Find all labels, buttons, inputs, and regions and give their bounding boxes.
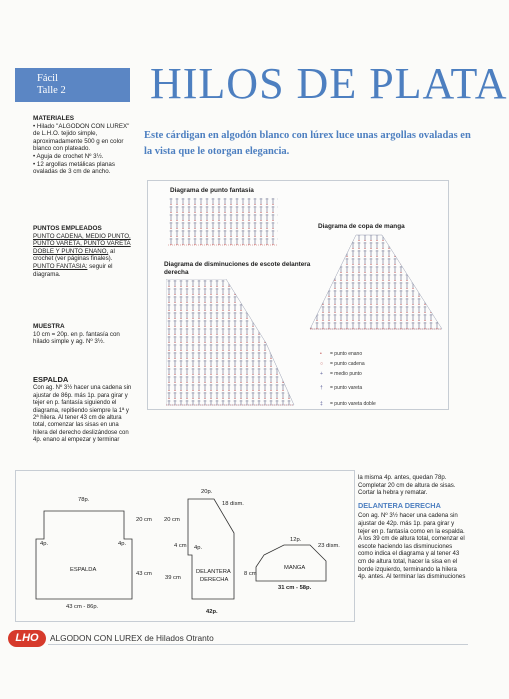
- materials-item: • Aguja de crochet Nº 3½.: [33, 152, 104, 160]
- legend-text: = punto cadena: [330, 361, 365, 367]
- materials-heading: MATERIALES: [33, 115, 75, 122]
- neckline-decrease-chart: [166, 279, 296, 407]
- sleeve-piece-outline: [256, 545, 326, 581]
- brand-logo: LHO: [8, 630, 46, 647]
- sleeve-diagram-title: Diagrama de copa de manga: [318, 223, 405, 230]
- chart-legend: [320, 349, 376, 409]
- back-right-measure: 4p.: [118, 541, 127, 547]
- footer-text: ALGODON CON LUREX de Hilados Otranto: [50, 633, 214, 643]
- fantasy-stitch-note: seguir el diagrama.: [33, 262, 113, 278]
- back-continuation: la misma 4p. antes, quedan 78p. Completar 20 cm de altura de sisas. Cortar la hebra y rematar.: [358, 474, 456, 497]
- materials-item: • 12 argollas metálicas planas ovaladas de 3 cm de ancho.: [33, 160, 115, 176]
- back-piece-outline: [36, 511, 132, 599]
- page-title: HILOS DE PLATA: [150, 59, 508, 108]
- sleeve-cap-chart: [308, 233, 444, 331]
- fantasy-stitch-text: [33, 263, 133, 278]
- page-subtitle: Este cárdigan en algodón blanco con lúrex luce unas argollas ovaladas en la vista que le otorgan elegancia.: [144, 130, 471, 157]
- back-left-measure: 4p.: [40, 541, 49, 547]
- back-bottom-measure: 43 cm - 86p.: [66, 604, 99, 610]
- back-top-measure: 78p.: [78, 497, 90, 503]
- front-body-measure: 39 cm: [165, 575, 181, 581]
- difficulty-label: Fácil: [37, 73, 58, 84]
- back-instructions: Con ag. Nº 3½ hacer una cadena sin ajustar de 86p. más 1p. para girar y tejer en p. fantasía siguiendo el diagrama, repitiendo siempre la 1ª y 2ª hilera. Al tener 43 cm de altura total, comenzar las sisas en una hilera del derecho deslizándose con 4p. enano al empezar y terminar: [33, 385, 132, 444]
- front-heading: DELANTERA DERECHA: [358, 500, 441, 510]
- sleeve-top-measure: 12p.: [290, 537, 302, 543]
- size-label: Talle 2: [37, 85, 66, 96]
- difficulty-badge: [15, 68, 130, 102]
- sleeve-label: MANGA: [284, 565, 306, 571]
- front-mid-measure: 4 cm: [174, 543, 187, 549]
- back-heading: ESPALDA: [33, 375, 69, 384]
- stitches-list: PUNTO CADENA, MEDIO PUNTO, PUNTO VARETA, PUNTO VARETA DOBLE Y PUNTO ENANO,: [33, 232, 131, 255]
- front-bottom-measure: 42p.: [206, 609, 218, 615]
- gauge-heading: MUESTRA: [33, 323, 65, 330]
- legend-item: • = punto enano: [320, 351, 363, 357]
- back-body-measure: 43 cm: [136, 571, 152, 577]
- neckline-diagram-title: Diagrama de disminuciones de escote delantera derecha: [164, 261, 311, 276]
- front-armhole-measure: 20 cm: [164, 517, 180, 523]
- stitches-text: [33, 233, 133, 263]
- front-decrease-measure: 18 dism.: [222, 501, 244, 507]
- sleeve-bottom-measure: 31 cm - 58p.: [278, 585, 312, 591]
- legend-item: + = medio punto: [320, 371, 362, 377]
- fantasy-stitch-chart: [168, 197, 278, 249]
- sleeve-side-measure: 8 cm: [244, 571, 257, 577]
- right-column-text: [358, 474, 466, 581]
- footer-divider: [48, 644, 468, 645]
- materials-section: [33, 112, 133, 176]
- front-instructions: Con ag. Nº 3½ hacer una cadena sin ajustar de 42p. más 1p. para girar y tejer en p. fantasía como en la espalda. A los 39 cm de altura total, comenzar el escote haciendo las disminuciones como indica el diagrama y al tener 43 cm de altura total, hacer la sisa en el borde izquierdo, terminando la hilera 4p. antes. Al terminar las disminuciones: [358, 512, 466, 581]
- legend-item: † = punto vareta: [320, 385, 363, 391]
- stitches-section: [33, 222, 133, 278]
- fantasy-stitch-label: PUNTO FANTASIA:: [33, 262, 88, 270]
- back-section: [33, 376, 135, 445]
- pattern-schematics: [15, 470, 355, 622]
- legend-item: ○ = punto cadena: [320, 361, 365, 367]
- legend-text: = punto vareta doble: [330, 401, 376, 407]
- legend-item: ‡ = punto vareta doble: [320, 401, 376, 407]
- crochet-diagrams: [147, 180, 449, 410]
- stitches-heading: PUNTOS EMPLEADOS: [33, 225, 102, 232]
- legend-text: = punto vareta: [330, 385, 363, 391]
- gauge-text: 10 cm = 20p. en p. fantasía con hilado simple y ag. Nº 3½.: [33, 330, 120, 346]
- sleeve-decrease-measure: 23 dism.: [318, 543, 340, 549]
- front-top-measure: 20p.: [201, 489, 213, 495]
- legend-text: = punto enano: [330, 351, 363, 357]
- gauge-section: [33, 320, 133, 346]
- fantasy-diagram-title: Diagrama de punto fantasía: [170, 187, 254, 194]
- legend-text: = medio punto: [330, 371, 362, 377]
- front-left-measure: 4p.: [194, 545, 203, 551]
- back-label: ESPALDA: [70, 567, 97, 573]
- front-label-1: DELANTERA: [196, 569, 231, 575]
- front-label-2: DERECHA: [200, 577, 229, 583]
- back-armhole-measure: 20 cm: [136, 517, 152, 523]
- stitches-note: al crochet (ver páginas finales).: [33, 247, 115, 263]
- materials-item: • Hilado "ALGODON CON LUREX" de L.H.O. tejido simple, aproximadamente 500 g en color blanco con plateado.: [33, 122, 130, 153]
